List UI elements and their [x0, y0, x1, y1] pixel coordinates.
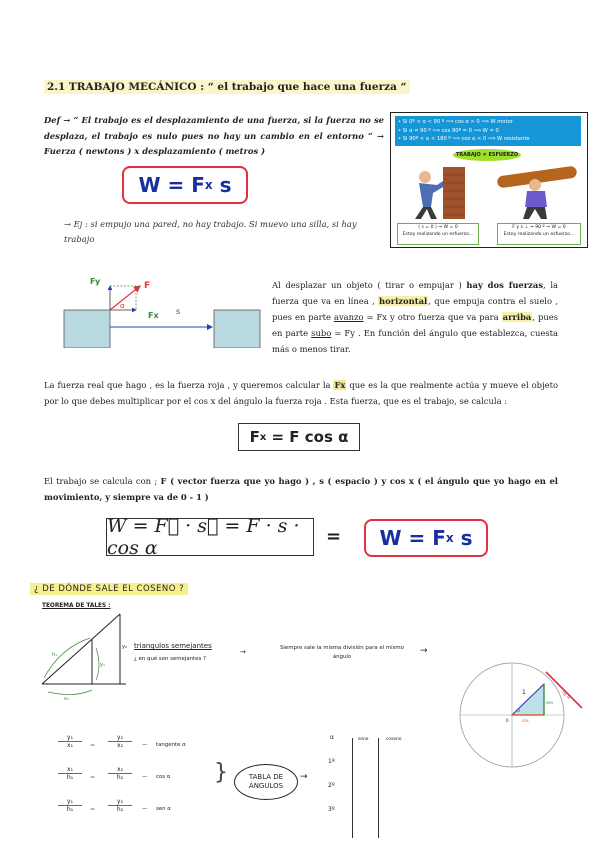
circle-tan-label: tg α — [560, 689, 572, 701]
ratio3-a — [58, 798, 82, 813]
ratio1-a-num: y₁ — [67, 734, 73, 741]
svg-text:y₂: y₂ — [122, 644, 127, 650]
disp-text-5: , pues en parte — [272, 312, 558, 338]
work-dot-product-formula: W = F⃗ · s⃗ = F · s · cos α — [106, 518, 314, 556]
ratio3-b-num: y₂ — [117, 798, 123, 805]
real-force-text-2: que es la que realmente actúa y mueve el objeto por lo que debes multiplicar por el cos x del ángulo la fuerza roja . Esta fuerza, que es el trabajo, se calcula : — [44, 380, 558, 406]
ratio2-a-den: h₁ — [58, 773, 82, 781]
brace: } — [214, 760, 228, 785]
circle-one-label: 1 — [522, 689, 526, 696]
formula-s: s — [219, 173, 232, 197]
real-force-text-1: La fuerza real que hago , es la fuerza roja , y queremos calcular la — [44, 380, 334, 390]
ratio1-a — [58, 734, 82, 749]
ratio2-a — [58, 766, 82, 781]
box-start — [64, 310, 110, 348]
real-force-bold-fx: Fx — [334, 380, 346, 390]
ratio3-a-num: y₁ — [67, 798, 73, 805]
similar-question-note: ¿ en qué son semejantes ? — [134, 656, 206, 662]
circle-cos-label: cos — [522, 718, 529, 723]
ratio2-b-den: h₂ — [108, 773, 132, 781]
thales-triangles-diagram — [34, 608, 134, 704]
circle-sin-label: sen — [546, 700, 554, 705]
work-formula-box-2 — [364, 519, 488, 557]
work-illustration-panel — [390, 112, 588, 248]
ratio2-a-num: x₁ — [67, 766, 73, 773]
similar-triangles-note: triangulos semejantes — [134, 642, 212, 650]
disp-underline-subo: subo — [311, 328, 332, 338]
arrow-1: → — [240, 648, 246, 656]
caption-wall-text: Estoy realizando un esfuerzo... — [402, 232, 474, 237]
definition-paragraph — [44, 113, 384, 160]
disp-text-1: Al desplazar un objeto ( tirar o empujar ) — [272, 280, 467, 290]
box-end — [214, 310, 260, 348]
svg-text:y₁: y₁ — [100, 662, 105, 668]
case-resistente: • Si 90º < α < 180 º ⟹ cos α < 0 ⟹ W resistente — [398, 136, 530, 143]
fx-formula-sub: x — [259, 431, 267, 443]
circle-zero-label: 0 — [506, 718, 509, 723]
table-row-3: 3º — [328, 806, 335, 813]
formula-eq: = — [167, 173, 185, 197]
fy-label: Fy — [90, 277, 101, 286]
f-label: F — [144, 281, 151, 291]
ratio2-name: cos α — [156, 774, 171, 780]
col-seno-header: seno — [358, 737, 369, 742]
force-arrow — [110, 286, 140, 310]
table-row-1: 1º — [328, 758, 335, 765]
ratio1-name: tangente α — [156, 742, 186, 748]
table-row-2: 2º — [328, 782, 335, 789]
definition-prefix: Def → — [44, 115, 74, 125]
col-coseno-header: coseno — [386, 737, 402, 742]
disp-text-2: , la fuerza que va en línea , — [272, 280, 559, 306]
disp-bold-horizontal: horizontal — [379, 296, 428, 306]
disp-text-6: = Fy . En función del ángulo que establezca, cuesta más o menos tirar. — [272, 328, 558, 354]
caption-log — [497, 223, 581, 245]
work-calc-paragraph — [44, 473, 558, 505]
fx-label: Fx — [148, 311, 159, 320]
force-vector-diagram — [60, 270, 265, 348]
fx-formula-rhs: = F cos α — [271, 428, 349, 446]
ratio1-a-den: x₁ — [58, 741, 82, 749]
work-text-1: El trabajo se calcula con ; — [44, 476, 161, 486]
formula2-s: s — [460, 526, 473, 550]
real-force-paragraph — [44, 377, 558, 409]
cosine-origin-title: ¿ DE DÓNDE SALE EL COSENO ? — [30, 583, 188, 595]
svg-text:h₁: h₁ — [52, 652, 58, 658]
ratio3-a-den: h₁ — [58, 805, 82, 813]
case-zero: • Si α = 90 º ⟹ cos 90º = 0 ⟹ W = 0 — [398, 127, 499, 134]
unit-circle-diagram — [450, 660, 590, 770]
ratio1-b — [108, 734, 132, 749]
same-division-note: Siempre sale la misma división para el mismo ángulo — [280, 645, 404, 660]
angle-table-bubble: TABLA DE ÁNGULOS — [234, 764, 298, 800]
disp-bold-arriba: arriba — [502, 312, 532, 322]
formula-equals-sign: = — [326, 526, 342, 547]
ratio3-b-den: h₂ — [108, 805, 132, 813]
caption-log-text: Estoy realizando un esfuerzo... — [503, 232, 575, 237]
ratio2-b — [108, 766, 132, 781]
s-label: s — [176, 307, 181, 316]
ratio3-b — [108, 798, 132, 813]
work-cases-banner — [395, 116, 581, 146]
ratio3-name: sen α — [156, 806, 171, 812]
ratio1-b-num: y₂ — [117, 734, 123, 741]
trig-ratios: $\frac{\text{y₁}}{\text{x₁}}$ = $\frac{\text{y₂}}{\text{x₂}}$ — tangente α $\frac{\text{x₁}}{\text{h₁}}$ = $\frac{\text{x₂}}{\text{h₂}}$ — cos α $\frac{\text{y₁}}{\text{h₁}}$ = $\frac{\text{y₂}}{\text{h₂}}$ — sen α — [58, 734, 218, 834]
formula2-eq: = — [408, 526, 426, 550]
case-motor: • Si 0º < α < 90 º ⟹ cos α > 0 ⟹ W motor — [398, 119, 513, 125]
thales-label: TEOREMA DE TALES : — [42, 603, 111, 609]
work-text-bold: F ( vector fuerza que yo hago ) , s ( espacio ) y cos x ( el ángulo que yo hago en el movimiento, y siempre va de 0 - 1 ) — [44, 476, 558, 502]
ratio1-b-den: x₂ — [108, 741, 132, 749]
arrow-2: → — [420, 646, 428, 656]
definition-text: “ El trabajo es el desplazamiento de una fuerza, si la fuerza no se desplaza, el trabajo es nulo pues no hay un cambio en el entorno “ → Fuerza ( newtons ) x desplazamiento ( metros ) — [44, 115, 384, 156]
arrow-3: → — [300, 772, 308, 782]
example-text: → Ej : si empujo una pared, no hay trabajo. Si muevo una silla, si hay trabajo — [64, 219, 357, 244]
formula-f: F — [191, 173, 205, 197]
formula-w: W — [138, 173, 161, 197]
trabajo-esfuerzo-bubble: TRABAJO ≠ ESFUERZO — [453, 149, 521, 161]
circle-alpha-label: α — [517, 708, 521, 714]
man-pushing-wall-illustration — [399, 163, 477, 221]
disp-text-4: = Fx y otro fuerza que va para — [363, 312, 502, 322]
disp-bold-forces: hay dos fuerzas — [466, 280, 544, 290]
disp-underline-avanzo: avanzo — [333, 312, 364, 322]
caption-wall-title: ( s = 0 ) ⇒ W = 0 — [418, 225, 458, 230]
col-alpha-header: α — [330, 734, 334, 741]
man-carrying-log-illustration — [495, 161, 581, 221]
formula2-sub: x — [445, 531, 454, 545]
ratio2-b-num: x₂ — [117, 766, 123, 773]
work-formula-box — [122, 166, 248, 204]
alpha-label: α — [120, 302, 125, 310]
section-heading: 2.1 TRABAJO MECÁNICO : “ el trabajo que hace una fuerza “ — [44, 80, 410, 94]
fx-formula-f: F — [249, 428, 260, 446]
svg-text:x₁: x₁ — [64, 696, 69, 702]
caption-log-title: F y s ⊥ ⇒ 90 º ⇒ W = 0 — [512, 225, 566, 230]
fx-formula-box — [238, 423, 360, 451]
formula2-w: W — [379, 526, 402, 550]
formula-sub: x — [204, 178, 213, 192]
disp-text-3: , que empuja contra el suelo , pues en parte — [272, 296, 559, 322]
displacement-paragraph — [272, 277, 558, 357]
formula2-f: F — [432, 526, 446, 550]
caption-wall — [397, 223, 479, 245]
